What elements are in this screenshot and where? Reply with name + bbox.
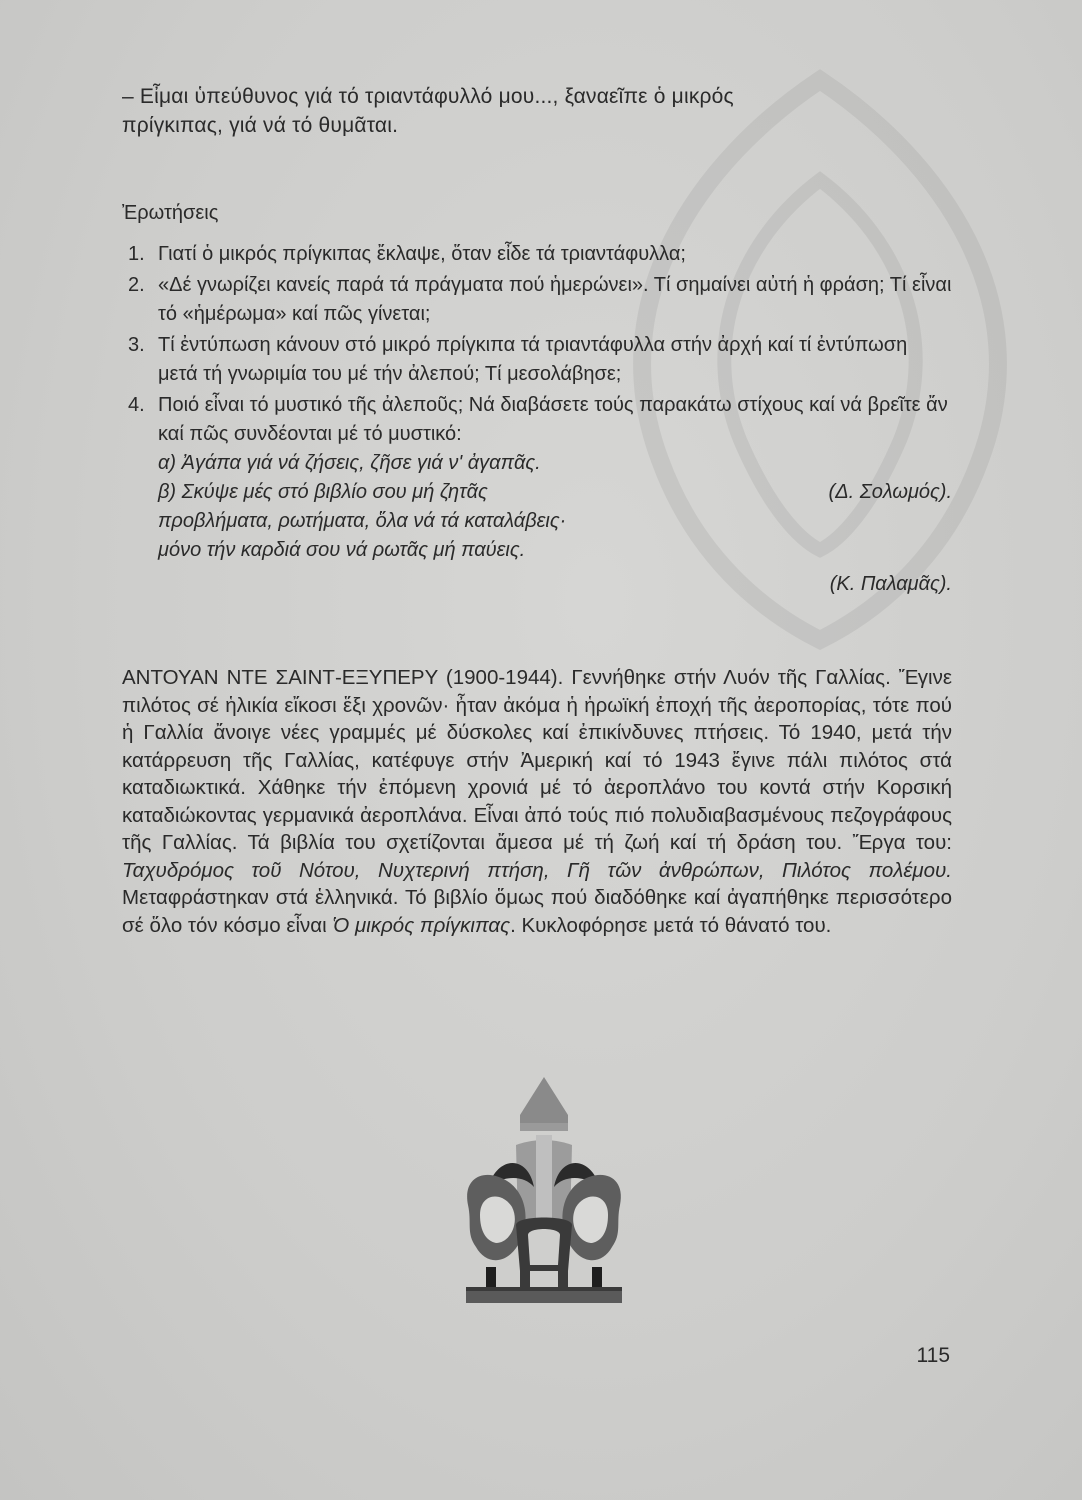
opening-line-2: πρίγκιπας, γιά νά τό θυμᾶται. bbox=[122, 114, 399, 137]
question-item bbox=[122, 240, 952, 269]
question-number: 2. bbox=[128, 274, 145, 296]
decorative-crown-ornament-icon bbox=[458, 1075, 630, 1310]
questions-list bbox=[122, 240, 952, 567]
bio-text-2: Μεταφράστηκαν στά ἑλληνικά. Τό βιβλίο ὅμως πού διαδόθηκε καί ἀγαπήθηκε περισσότερο σέ ὅλο τόν κόσμο εἶναι bbox=[122, 886, 952, 937]
question-item bbox=[122, 331, 952, 389]
bio-text-1: ΑΝΤΟΥΑΝ ΝΤΕ ΣΑΙΝΤ-ΕΞΥΠΕΡΥ (1900-1944). Γεννήθηκε στήν Λυόν τῆς Γαλλίας. Ἔγινε πιλότος σέ ἡλικία εἴκοσι ἕξι χρονῶν· ἦταν ἀκόμα ἡ ἡρωϊκή ἐποχή τῆς ἀεροπορίας, τότε πού ἡ Γαλλία ἄνοιγε νέες γραμμές μέ δύσκολες καί ἐπικίνδυνες πτήσεις. Τό 1940, μετά τήν κατάρρευση τῆς Γαλλίας, κατέφυγε στήν Ἀμερική καί τό 1943 ἔγινε πάλι πιλότος στά καταδιωκτικά. Χάθηκε τήν ἐπόμενη χρονιά μέ τό ἀεροπλάνο του κοντά στήν Κορσική καταδιώκοντας γερμανικά ἀεροπλάνα. Εἶναι ἀπό τούς πιό πολυδιαβασμένους πεζογράφους τῆς Γαλλίας. Τά βιβλία του σχετίζονται ἄμεσα μέ τή ζωή καί τή δράση του. Ἔργα του: bbox=[122, 666, 952, 854]
questions-heading: Ἐρωτήσεις bbox=[122, 202, 219, 224]
question-number: 4. bbox=[128, 394, 145, 416]
question-number: 3. bbox=[128, 334, 145, 356]
verse-b-line-1: β) Σκύψε μές στό βιβλίο σου μή ζητᾶς bbox=[158, 481, 488, 503]
page-number: 115 bbox=[916, 1344, 950, 1367]
question-text: Ποιό εἶναι τό μυστικό τῆς ἀλεποῦς; Νά διαβάσετε τούς παρακάτω στίχους καί νά βρεῖτε ἄν καί πῶς συνδέονται μέ τό μυστικό: bbox=[158, 394, 948, 445]
opening-line-1: – Εἶμαι ὑπεύθυνος γιά τό τριαντάφυλλό μου..., ξαναεῖπε ὁ μικρός bbox=[122, 85, 734, 108]
bio-book-title: Ὁ μικρός πρίγκιπας bbox=[332, 913, 511, 937]
verse-b-line-2: προβλήματα, ρωτήματα, ὅλα νά τά καταλάβεις· bbox=[158, 510, 567, 532]
attribution-palamas: (Κ. Παλαμᾶς). bbox=[829, 573, 952, 595]
question-number: 1. bbox=[128, 243, 145, 265]
question-item bbox=[122, 391, 952, 565]
question-text: Γιατί ὁ μικρός πρίγκιπας ἔκλαψε, ὅταν εἶδε τά τριαντάφυλλα; bbox=[158, 243, 686, 265]
bio-works: Ταχυδρόμος τοῦ Νότου, Νυχτερινή πτήση, Γῆ τῶν ἀνθρώπων, Πιλότος πολέμου. bbox=[122, 858, 952, 882]
question-text: Τί ἐντύπωση κάνουν στό μικρό πρίγκιπα τά τριαντάφυλλα στήν ἀρχή καί τί ἐντύπωση μετά τή γνωριμία του μέ τήν ἀλεπού; Τί μεσολάβησε; bbox=[158, 334, 908, 385]
question-text: «Δέ γνωρίζει κανείς παρά τά πράγματα πού ἡμερώνει». Τί σημαίνει αὐτή ἡ φράση; Τί εἶναι τό «ἡμέρωμα» καί πῶς γίνεται; bbox=[158, 274, 952, 325]
attribution-solomos: (Δ. Σολωμός). bbox=[828, 481, 952, 503]
author-biography bbox=[122, 664, 952, 939]
question-item bbox=[122, 271, 952, 329]
bio-text-3: . Κυκλοφόρησε μετά τό θάνατό του. bbox=[510, 913, 832, 937]
verse-b-first-row bbox=[158, 478, 952, 507]
verse-b-line-3: μόνο τήν καρδιά σου νά ρωτᾶς μή παύεις. bbox=[158, 539, 526, 561]
opening-paragraph bbox=[122, 82, 952, 140]
verse-a: α) Ἀγάπα γιά νά ζήσεις, ζῆσε γιά ν' ἀγαπᾶς. bbox=[158, 452, 541, 474]
